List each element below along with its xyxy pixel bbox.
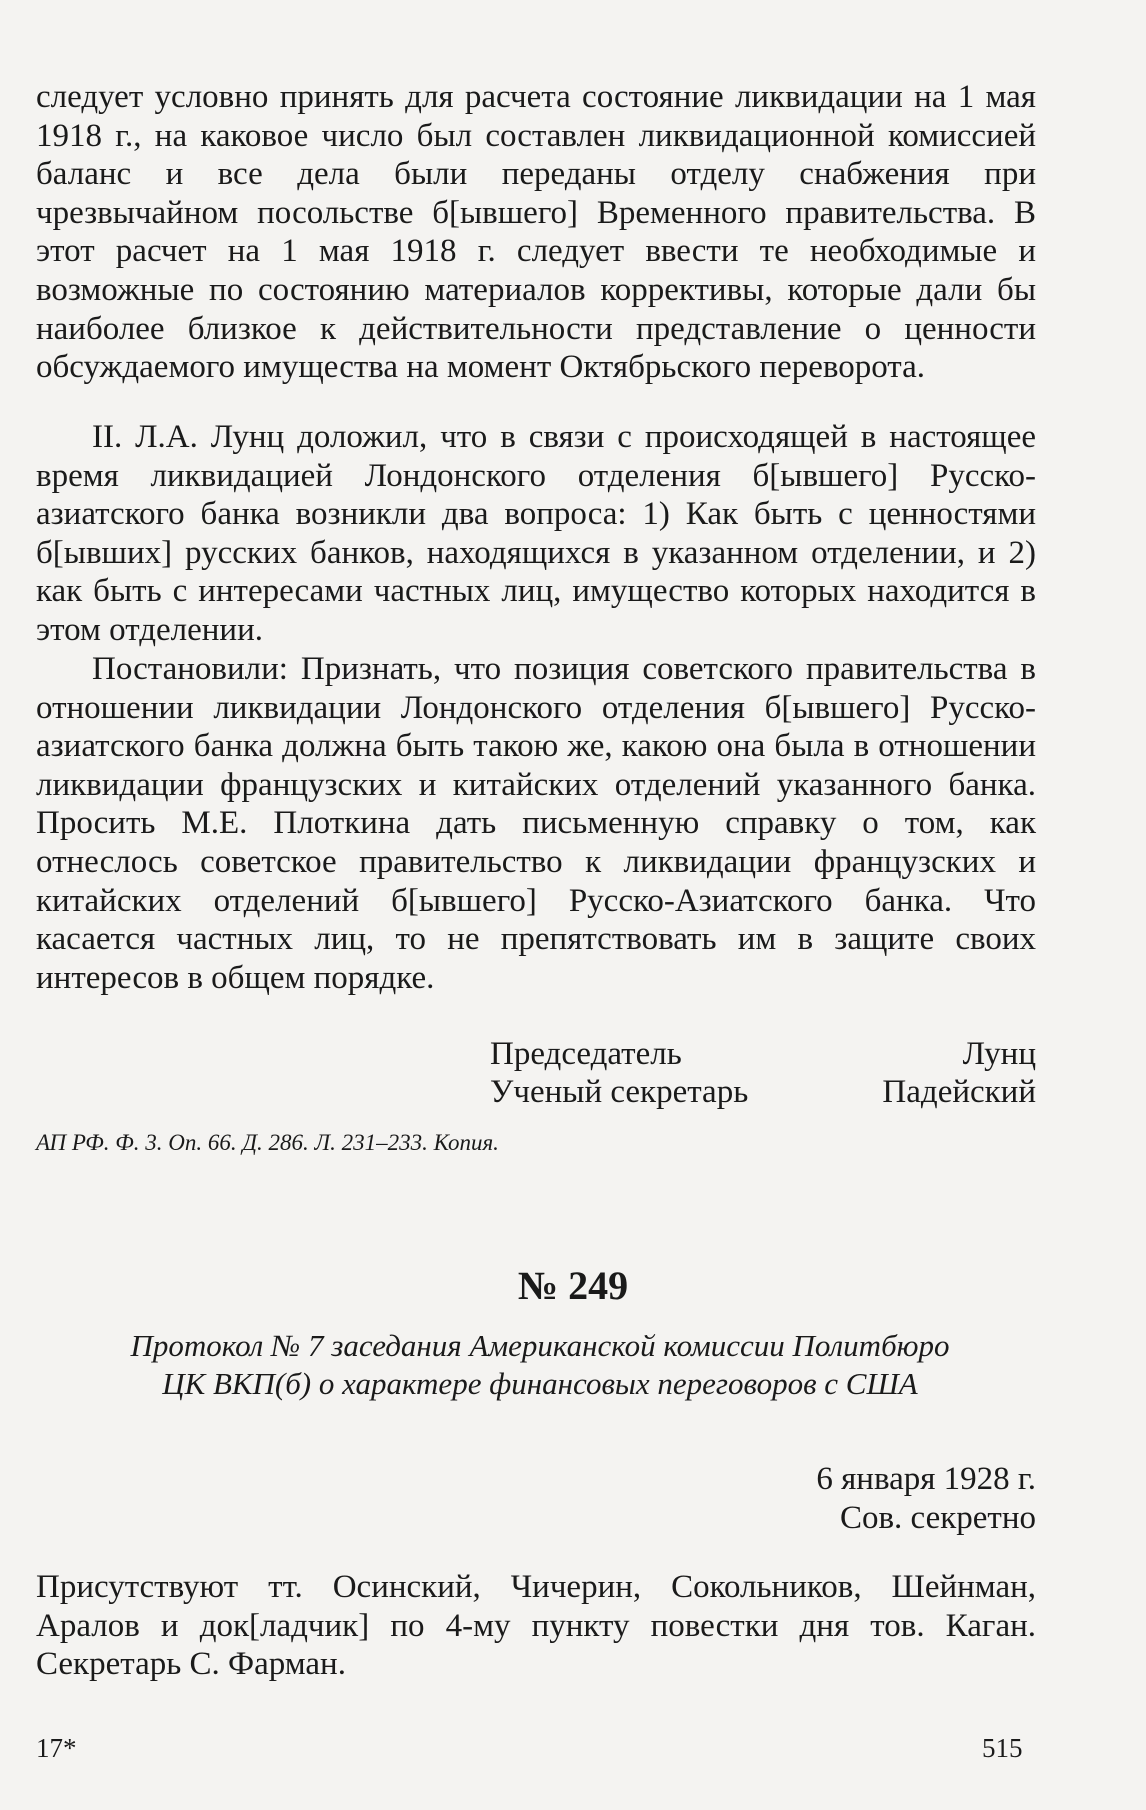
signature-chairman [490,1035,1036,1074]
signature-secretary [490,1073,1036,1112]
document-number: № 249 [517,1263,629,1308]
signature-name: Падейский [882,1074,1036,1110]
signature-role: Председатель [490,1036,682,1072]
classification-mark: Сов. секретно [839,1500,1036,1536]
paragraph-liquidation-calc: следует условно принять для расчета состояние ликвидации на 1 мая 1918 г., на каковое число был составлен ликвидационной комиссией баланс и все дела были переданы отделу снабжения при чрезвычайном посольстве б[ывшего] Временного правительства. В этот расчет на 1 мая 1918 г. следует ввести те необходимые и возможные по состоянию материалов коррективы, которые дали бы наиболее близкое к действительности представление о ценности обсуждаемого имущества на момент Октябрьского переворота. [36,79,1036,386]
footer-signature-mark: 17* [36,1733,77,1763]
paragraph-resolution: Постановили: Признать, что позиция советского правительства в отношении ликвидации Лондонского отделения б[ывшего] Русско-азиатского банка должна быть такою же, какою она была в отношении ликвидации французских и китайских отделений указанного банка. Просить М.Е. Плоткина дать письменную справку о том, как отнеслось советское правительство к ликвидации французских и китайских отделений б[ывшего] Русско-Азиатского банка. Что касается частных лиц, то не препятствовать им в защите своих интересов в общем порядке. [36,651,1036,996]
signature-name: Лунц [962,1036,1036,1072]
page-number: 515 [982,1733,1023,1763]
document-title: Протокол № 7 заседания Американской комиссии Политбюро ЦК ВКП(б) о характере финансовых переговоров с США [130,1328,950,1401]
document-date: 6 января 1928 г. [816,1461,1036,1497]
signature-role: Ученый секретарь [490,1074,749,1110]
paragraph-lunts-report: II. Л.А. Лунц доложил, что в связи с происходящей в настоящее время ликвидацией Лондонского отделения б[ывшего] Русско-азиатского банка возникли два вопроса: 1) Как быть с ценностями б[ывших] русских банков, находящихся в указанном отделении, и 2) как быть с интересами частных лиц, имущество которых находится в этом отделении. [36,419,1036,648]
archive-reference: АП РФ. Ф. 3. Оп. 66. Д. 286. Л. 231–233. Копия. [36,1130,499,1155]
paragraph-attendees: Присутствуют тт. Осинский, Чичерин, Сокольников, Шейнман, Аралов и док[ладчик] по 4-му пункту повестки дня тов. Каган. Секретарь С. Фарман. [36,1569,1036,1683]
